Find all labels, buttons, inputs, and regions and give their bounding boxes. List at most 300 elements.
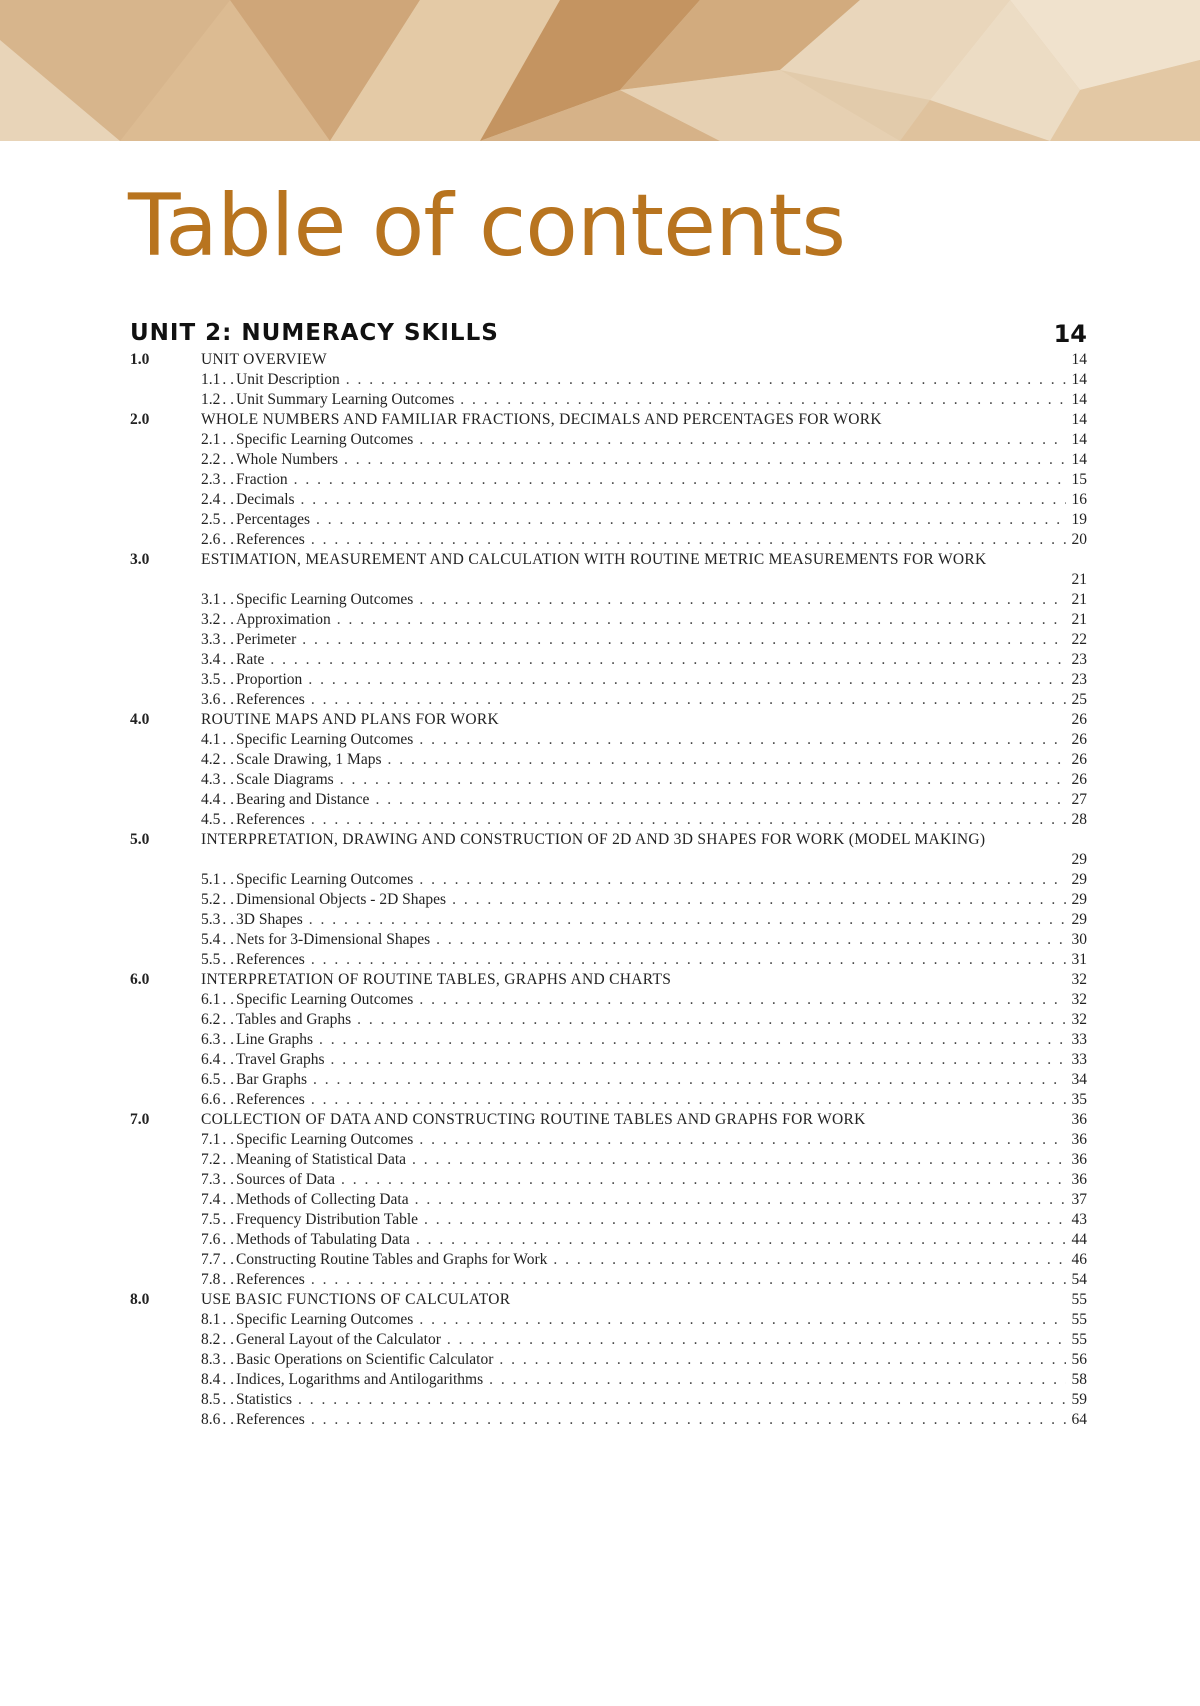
- section-number: 4.0: [130, 711, 150, 728]
- subsection-row[interactable]: [130, 890, 1090, 910]
- subsection-number: 1.1: [201, 371, 221, 388]
- subsection-row[interactable]: [130, 1090, 1090, 1110]
- subsection-page: 46: [1071, 1251, 1087, 1268]
- subsection-row[interactable]: [130, 590, 1090, 610]
- section-page: 32: [1071, 971, 1087, 988]
- section-title: WHOLE NUMBERS AND FAMILIAR FRACTIONS, DECIMALS AND PERCENTAGES FOR WORK: [201, 411, 882, 428]
- dot-leader: [375, 790, 1065, 810]
- subsection-row[interactable]: [130, 930, 1090, 950]
- subsection-row[interactable]: [130, 370, 1090, 390]
- separator-dots: . .: [222, 1051, 234, 1068]
- separator-dots: . .: [222, 1191, 234, 1208]
- subsection-title: References: [236, 1091, 305, 1108]
- subsection-page: 58: [1071, 1371, 1087, 1388]
- subsection-page: 37: [1071, 1191, 1087, 1208]
- separator-dots: . .: [222, 1411, 234, 1428]
- separator-dots: . .: [222, 511, 234, 528]
- dot-leader: [346, 370, 1066, 390]
- subsection-row[interactable]: [130, 470, 1090, 490]
- subsection-number: 4.2: [201, 751, 221, 768]
- dot-leader: [412, 1150, 1065, 1170]
- subsection-page: 23: [1071, 651, 1087, 668]
- subsection-number: 5.3: [201, 911, 221, 928]
- dot-leader: [298, 1390, 1066, 1410]
- separator-dots: . .: [222, 791, 234, 808]
- separator-dots: . .: [222, 931, 234, 948]
- dot-leader: [311, 1270, 1066, 1290]
- subsection-page: 36: [1071, 1151, 1087, 1168]
- subsection-number: 4.4: [201, 791, 221, 808]
- separator-dots: . .: [222, 691, 234, 708]
- subsection-row[interactable]: [130, 630, 1090, 650]
- subsection-number: 7.3: [201, 1171, 221, 1188]
- separator-dots: . .: [222, 1351, 234, 1368]
- subsection-row[interactable]: [130, 450, 1090, 470]
- separator-dots: . .: [222, 1071, 234, 1088]
- separator-dots: . .: [222, 671, 234, 688]
- subsection-row[interactable]: [130, 1130, 1090, 1150]
- section-number: 6.0: [130, 971, 150, 988]
- subsection-row[interactable]: [130, 1330, 1090, 1350]
- subsection-row[interactable]: [130, 690, 1090, 710]
- separator-dots: . .: [222, 651, 234, 668]
- subsection-row[interactable]: [130, 1170, 1090, 1190]
- subsection-row[interactable]: [130, 1250, 1090, 1270]
- polygon-pattern: [0, 0, 1200, 141]
- dot-leader: [337, 610, 1066, 630]
- subsection-number: 7.1: [201, 1131, 221, 1148]
- dot-leader: [309, 910, 1066, 930]
- subsection-title: Dimensional Objects - 2D Shapes: [236, 891, 447, 908]
- dot-leader: [447, 1330, 1066, 1350]
- subsection-page: 26: [1071, 751, 1087, 768]
- subsection-number: 6.5: [201, 1071, 221, 1088]
- section-page: 55: [1071, 1291, 1087, 1308]
- section-row[interactable]: [130, 710, 1090, 730]
- separator-dots: . .: [222, 391, 234, 408]
- separator-dots: . .: [222, 1271, 234, 1288]
- dot-leader: [316, 510, 1065, 530]
- subsection-number: 3.5: [201, 671, 221, 688]
- section-page: 21: [1071, 571, 1087, 588]
- dot-leader: [419, 430, 1065, 450]
- subsection-page: 22: [1071, 631, 1087, 648]
- subsection-row[interactable]: [130, 490, 1090, 510]
- subsection-title: Specific Learning Outcomes: [236, 431, 414, 448]
- unit-heading[interactable]: [130, 320, 1090, 354]
- subsection-title: Bar Graphs: [236, 1071, 308, 1088]
- separator-dots: . .: [222, 1331, 234, 1348]
- subsection-number: 7.8: [201, 1271, 221, 1288]
- subsection-title: Meaning of Statistical Data: [236, 1151, 407, 1168]
- section-number: 1.0: [130, 351, 150, 368]
- subsection-page: 33: [1071, 1031, 1087, 1048]
- subsection-row[interactable]: [130, 810, 1090, 830]
- subsection-number: 6.1: [201, 991, 221, 1008]
- section-title: INTERPRETATION, DRAWING AND CONSTRUCTION OF 2D AND 3D SHAPES FOR WORK (MODEL MAKING): [201, 831, 986, 848]
- subsection-title: References: [236, 691, 305, 708]
- subsection-page: 15: [1071, 471, 1087, 488]
- section-title: ESTIMATION, MEASUREMENT AND CALCULATION WITH ROUTINE METRIC MEASUREMENTS FOR WORK: [201, 551, 987, 568]
- subsection-title: Basic Operations on Scientific Calculator: [236, 1351, 494, 1368]
- subsection-title: References: [236, 1271, 305, 1288]
- dot-leader: [311, 950, 1066, 970]
- separator-dots: . .: [222, 1251, 234, 1268]
- subsection-row[interactable]: [130, 670, 1090, 690]
- separator-dots: . .: [222, 1091, 234, 1108]
- subsection-row[interactable]: [130, 610, 1090, 630]
- subsection-title: Statistics: [236, 1391, 292, 1408]
- dot-leader: [331, 1050, 1066, 1070]
- subsection-row[interactable]: [130, 650, 1090, 670]
- subsection-row[interactable]: [130, 1270, 1090, 1290]
- subsection-page: 44: [1071, 1231, 1087, 1248]
- subsection-title: Unit Summary Learning Outcomes: [236, 391, 455, 408]
- subsection-row[interactable]: [130, 1150, 1090, 1170]
- subsection-title: Nets for 3-Dimensional Shapes: [236, 931, 431, 948]
- subsection-page: 26: [1071, 731, 1087, 748]
- separator-dots: . .: [222, 1131, 234, 1148]
- subsection-title: 3D Shapes: [236, 911, 303, 928]
- subsection-page: 20: [1071, 531, 1087, 548]
- dot-leader: [311, 690, 1066, 710]
- subsection-page: 25: [1071, 691, 1087, 708]
- separator-dots: . .: [222, 811, 234, 828]
- subsection-page: 19: [1071, 511, 1087, 528]
- subsection-number: 4.5: [201, 811, 221, 828]
- subsection-number: 2.5: [201, 511, 221, 528]
- separator-dots: . .: [222, 871, 234, 888]
- subsection-page: 56: [1071, 1351, 1087, 1368]
- dot-leader: [460, 390, 1065, 410]
- subsection-number: 2.4: [201, 491, 221, 508]
- dot-leader: [313, 1070, 1065, 1090]
- subsection-number: 3.1: [201, 591, 221, 608]
- section-title: COLLECTION OF DATA AND CONSTRUCTING ROUTINE TABLES AND GRAPHS FOR WORK: [201, 1111, 866, 1128]
- subsection-number: 8.4: [201, 1371, 221, 1388]
- subsection-row[interactable]: [130, 1030, 1090, 1050]
- section-page: 36: [1071, 1111, 1087, 1128]
- dot-leader: [302, 630, 1065, 650]
- dot-leader: [436, 930, 1065, 950]
- unit-title: UNIT 2: NUMERACY SKILLS: [130, 320, 499, 346]
- dot-leader: [489, 1370, 1065, 1390]
- subsection-page: 34: [1071, 1071, 1087, 1088]
- dot-leader: [294, 470, 1066, 490]
- unit-page: 14: [1053, 320, 1087, 348]
- dot-leader: [419, 1310, 1065, 1330]
- subsection-title: Sources of Data: [236, 1171, 335, 1188]
- subsection-number: 4.1: [201, 731, 221, 748]
- subsection-row[interactable]: [130, 1050, 1090, 1070]
- separator-dots: . .: [222, 531, 234, 548]
- subsection-title: Specific Learning Outcomes: [236, 991, 414, 1008]
- separator-dots: . .: [222, 431, 234, 448]
- subsection-number: 4.3: [201, 771, 221, 788]
- toc-list: [130, 350, 1090, 1430]
- dot-leader: [340, 770, 1066, 790]
- subsection-title: Percentages: [236, 511, 311, 528]
- subsection-number: 3.3: [201, 631, 221, 648]
- separator-dots: . .: [222, 951, 234, 968]
- subsection-number: 7.4: [201, 1191, 221, 1208]
- separator-dots: . .: [222, 631, 234, 648]
- subsection-page: 55: [1071, 1311, 1087, 1328]
- subsection-number: 7.7: [201, 1251, 221, 1268]
- subsection-number: 7.5: [201, 1211, 221, 1228]
- subsection-title: Specific Learning Outcomes: [236, 591, 414, 608]
- dot-leader: [270, 650, 1065, 670]
- subsection-row[interactable]: [130, 1310, 1090, 1330]
- subsection-page: 16: [1071, 491, 1087, 508]
- subsection-page: 43: [1071, 1211, 1087, 1228]
- section-title: USE BASIC FUNCTIONS OF CALCULATOR: [201, 1291, 511, 1308]
- dot-leader: [388, 750, 1066, 770]
- subsection-title: Rate: [236, 651, 265, 668]
- subsection-title: Travel Graphs: [236, 1051, 325, 1068]
- subsection-row[interactable]: [130, 910, 1090, 930]
- subsection-page: 29: [1071, 871, 1087, 888]
- subsection-title: Frequency Distribution Table: [236, 1211, 419, 1228]
- subsection-number: 2.3: [201, 471, 221, 488]
- subsection-row[interactable]: [130, 510, 1090, 530]
- subsection-page: 27: [1071, 791, 1087, 808]
- subsection-title: References: [236, 1411, 305, 1428]
- separator-dots: . .: [222, 491, 234, 508]
- section-number: 7.0: [130, 1111, 150, 1128]
- dot-leader: [419, 590, 1065, 610]
- subsection-number: 5.1: [201, 871, 221, 888]
- subsection-number: 3.2: [201, 611, 221, 628]
- subsection-title: General Layout of the Calculator: [236, 1331, 441, 1348]
- subsection-page: 54: [1071, 1271, 1087, 1288]
- subsection-title: Methods of Tabulating Data: [236, 1231, 410, 1248]
- dot-leader: [419, 870, 1065, 890]
- subsection-page: 28: [1071, 811, 1087, 828]
- subsection-page: 33: [1071, 1051, 1087, 1068]
- subsection-number: 8.5: [201, 1391, 221, 1408]
- subsection-row[interactable]: [130, 1350, 1090, 1370]
- separator-dots: . .: [222, 1151, 234, 1168]
- subsection-number: 2.1: [201, 431, 221, 448]
- subsection-title: Perimeter: [236, 631, 297, 648]
- subsection-number: 7.2: [201, 1151, 221, 1168]
- subsection-row[interactable]: [130, 1370, 1090, 1390]
- separator-dots: . .: [222, 611, 234, 628]
- subsection-row[interactable]: [130, 430, 1090, 450]
- dot-leader: [344, 450, 1065, 470]
- subsection-number: 6.6: [201, 1091, 221, 1108]
- dot-leader: [499, 1350, 1065, 1370]
- dot-leader: [416, 1230, 1066, 1250]
- section-row[interactable]: [130, 350, 1090, 370]
- subsection-page: 31: [1071, 951, 1087, 968]
- subsection-title: Scale Diagrams: [236, 771, 334, 788]
- subsection-row[interactable]: [130, 950, 1090, 970]
- subsection-number: 6.4: [201, 1051, 221, 1068]
- subsection-page: 14: [1071, 451, 1087, 468]
- section-page: 29: [1071, 851, 1087, 868]
- separator-dots: . .: [222, 1391, 234, 1408]
- subsection-row[interactable]: [130, 770, 1090, 790]
- subsection-row[interactable]: [130, 990, 1090, 1010]
- subsection-number: 5.4: [201, 931, 221, 948]
- section-row[interactable]: [130, 970, 1090, 990]
- subsection-number: 3.4: [201, 651, 221, 668]
- separator-dots: . .: [222, 471, 234, 488]
- section-number: 5.0: [130, 831, 150, 848]
- subsection-title: Specific Learning Outcomes: [236, 871, 414, 888]
- subsection-page: 59: [1071, 1391, 1087, 1408]
- subsection-page: 32: [1071, 1011, 1087, 1028]
- subsection-number: 2.6: [201, 531, 221, 548]
- subsection-page: 36: [1071, 1171, 1087, 1188]
- subsection-row[interactable]: [130, 1390, 1090, 1410]
- separator-dots: . .: [222, 731, 234, 748]
- subsection-row[interactable]: [130, 1070, 1090, 1090]
- subsection-page: 32: [1071, 991, 1087, 1008]
- subsection-number: 1.2: [201, 391, 221, 408]
- separator-dots: . .: [222, 371, 234, 388]
- separator-dots: . .: [222, 1371, 234, 1388]
- separator-dots: . .: [222, 1311, 234, 1328]
- dot-leader: [311, 1410, 1066, 1430]
- separator-dots: . .: [222, 1231, 234, 1248]
- subsection-page: 26: [1071, 771, 1087, 788]
- subsection-row[interactable]: [130, 530, 1090, 550]
- subsection-row[interactable]: [130, 390, 1090, 410]
- separator-dots: . .: [222, 771, 234, 788]
- section-number: 3.0: [130, 551, 150, 568]
- dot-leader: [311, 1090, 1066, 1110]
- dot-leader: [419, 990, 1065, 1010]
- subsection-title: Fraction: [236, 471, 288, 488]
- subsection-title: Specific Learning Outcomes: [236, 731, 414, 748]
- subsection-number: 6.2: [201, 1011, 221, 1028]
- section-page: 26: [1071, 711, 1087, 728]
- section-row[interactable]: [130, 1290, 1090, 1310]
- subsection-page: 35: [1071, 1091, 1087, 1108]
- subsection-title: Tables and Graphs: [236, 1011, 352, 1028]
- section-row[interactable]: [130, 1110, 1090, 1130]
- section-number: 2.0: [130, 411, 150, 428]
- separator-dots: . .: [222, 911, 234, 928]
- subsection-number: 8.2: [201, 1331, 221, 1348]
- subsection-row[interactable]: [130, 1190, 1090, 1210]
- section-page: 14: [1071, 351, 1087, 368]
- subsection-title: References: [236, 531, 305, 548]
- subsection-page: 21: [1071, 591, 1087, 608]
- subsection-number: 5.2: [201, 891, 221, 908]
- subsection-title: Whole Numbers: [236, 451, 339, 468]
- subsection-title: Proportion: [236, 671, 303, 688]
- subsection-page: 30: [1071, 931, 1087, 948]
- separator-dots: . .: [222, 1031, 234, 1048]
- subsection-title: Specific Learning Outcomes: [236, 1131, 414, 1148]
- subsection-title: Decimals: [236, 491, 295, 508]
- subsection-title: Constructing Routine Tables and Graphs for Work: [236, 1251, 548, 1268]
- subsection-title: Approximation: [236, 611, 331, 628]
- subsection-page: 29: [1071, 911, 1087, 928]
- subsection-row[interactable]: [130, 1230, 1090, 1250]
- subsection-row[interactable]: [130, 1410, 1090, 1430]
- subsection-title: References: [236, 951, 305, 968]
- separator-dots: . .: [222, 1011, 234, 1028]
- subsection-number: 7.6: [201, 1231, 221, 1248]
- subsection-page: 55: [1071, 1331, 1087, 1348]
- subsection-row[interactable]: [130, 790, 1090, 810]
- decorative-banner: [0, 0, 1200, 141]
- dot-leader: [452, 890, 1065, 910]
- subsection-number: 8.1: [201, 1311, 221, 1328]
- subsection-number: 6.3: [201, 1031, 221, 1048]
- separator-dots: . .: [222, 991, 234, 1008]
- dot-leader: [308, 670, 1065, 690]
- dot-leader: [357, 1010, 1065, 1030]
- dot-leader: [419, 730, 1065, 750]
- page-title: Table of contents: [128, 176, 846, 276]
- dot-leader: [319, 1030, 1065, 1050]
- separator-dots: . .: [222, 751, 234, 768]
- dot-leader: [341, 1170, 1066, 1190]
- subsection-row[interactable]: [130, 870, 1090, 890]
- subsection-row[interactable]: [130, 750, 1090, 770]
- section-title: ROUTINE MAPS AND PLANS FOR WORK: [201, 711, 499, 728]
- subsection-page: 14: [1071, 391, 1087, 408]
- subsection-title: Bearing and Distance: [236, 791, 370, 808]
- subsection-page: 14: [1071, 431, 1087, 448]
- subsection-title: Scale Drawing, 1 Maps: [236, 751, 382, 768]
- subsection-page: 23: [1071, 671, 1087, 688]
- dot-leader: [415, 1190, 1066, 1210]
- subsection-title: Indices, Logarithms and Antilogarithms: [236, 1371, 484, 1388]
- subsection-page: 36: [1071, 1131, 1087, 1148]
- subsection-row[interactable]: [130, 1010, 1090, 1030]
- subsection-title: References: [236, 811, 305, 828]
- section-number: 8.0: [130, 1291, 150, 1308]
- subsection-row[interactable]: [130, 730, 1090, 750]
- dot-leader: [311, 530, 1066, 550]
- dot-leader: [424, 1210, 1065, 1230]
- dot-leader: [301, 490, 1066, 510]
- subsection-number: 3.6: [201, 691, 221, 708]
- section-row[interactable]: [130, 830, 1090, 870]
- subsection-title: Specific Learning Outcomes: [236, 1311, 414, 1328]
- section-row[interactable]: [130, 550, 1090, 590]
- section-title: INTERPRETATION OF ROUTINE TABLES, GRAPHS AND CHARTS: [201, 971, 672, 988]
- subsection-number: 5.5: [201, 951, 221, 968]
- subsection-title: Line Graphs: [236, 1031, 314, 1048]
- section-page: 14: [1071, 411, 1087, 428]
- subsection-title: Methods of Collecting Data: [236, 1191, 409, 1208]
- subsection-title: Unit Description: [236, 371, 340, 388]
- separator-dots: . .: [222, 591, 234, 608]
- subsection-row[interactable]: [130, 1210, 1090, 1230]
- section-row[interactable]: [130, 410, 1090, 430]
- dot-leader: [553, 1250, 1065, 1270]
- separator-dots: . .: [222, 1211, 234, 1228]
- dot-leader: [419, 1130, 1065, 1150]
- separator-dots: . .: [222, 1171, 234, 1188]
- separator-dots: . .: [222, 451, 234, 468]
- dot-leader: [311, 810, 1066, 830]
- subsection-number: 2.2: [201, 451, 221, 468]
- subsection-page: 64: [1071, 1411, 1087, 1428]
- subsection-number: 8.3: [201, 1351, 221, 1368]
- section-title: UNIT OVERVIEW: [201, 351, 327, 368]
- subsection-page: 29: [1071, 891, 1087, 908]
- subsection-number: 8.6: [201, 1411, 221, 1428]
